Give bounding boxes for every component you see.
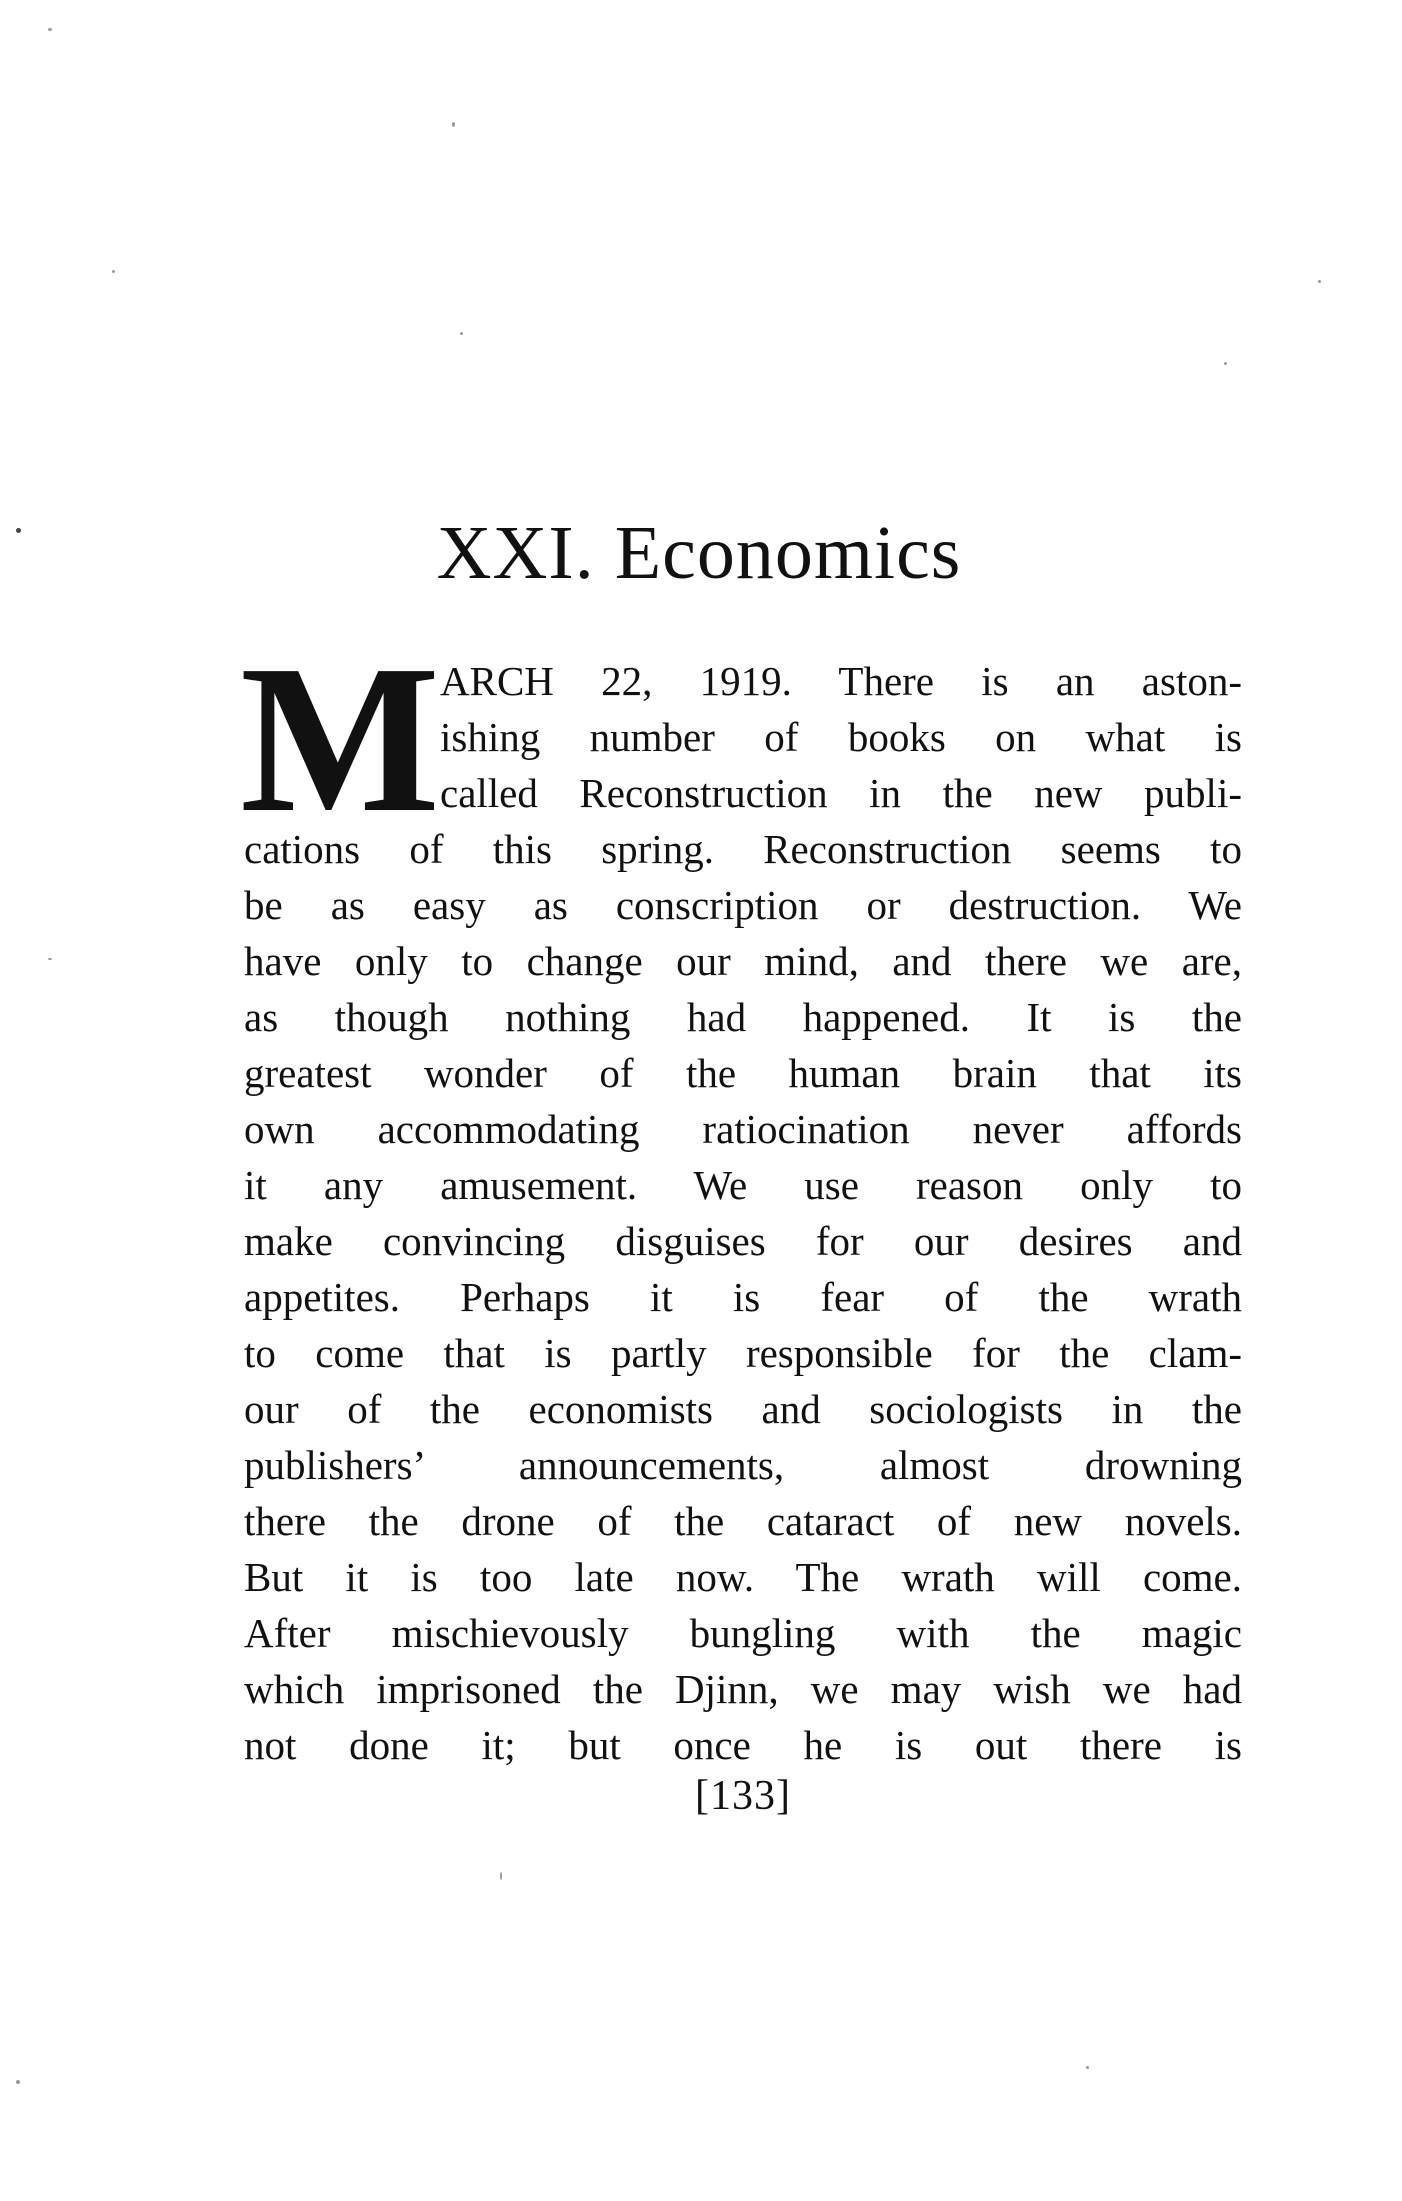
- chapter-title: XXI. Economics: [436, 511, 962, 595]
- scan-speck: [48, 958, 52, 960]
- body-text-line: as though nothing had happened. It is the: [244, 994, 1242, 1040]
- scan-speck: [1224, 362, 1227, 365]
- body-text-line: appetites. Perhaps it is fear of the wrath: [244, 1274, 1242, 1320]
- drop-cap: M: [240, 621, 437, 856]
- body-text-line: there the drone of the cataract of new novels.: [244, 1498, 1242, 1544]
- scan-speck: [112, 270, 115, 273]
- body-text-line: own accommodating ratiocination never affords: [244, 1106, 1242, 1152]
- body-text-line: But it is too late now. The wrath will come.: [244, 1554, 1242, 1600]
- body-text-line: cations of this spring. Reconstruction seems to: [244, 826, 1242, 872]
- body-text-line: not done it; but once he is out there is: [244, 1722, 1242, 1768]
- scan-speck: [48, 28, 52, 31]
- body-text-line: called Reconstruction in the new publi-: [440, 770, 1242, 816]
- scan-speck: [16, 2080, 20, 2084]
- body-text-line: publishers’ announcements, almost drowning: [244, 1442, 1242, 1488]
- body-text-line: our of the economists and sociologists in the: [244, 1386, 1242, 1432]
- page-number: [133]: [695, 1773, 791, 1819]
- body-text-line: to come that is partly responsible for the clam-: [244, 1330, 1242, 1376]
- scan-speck: [1318, 280, 1321, 283]
- scan-speck: [500, 1872, 502, 1880]
- scan-speck: [460, 332, 463, 335]
- body-text-line: ishing number of books on what is: [440, 714, 1242, 760]
- body-text-line: which imprisoned the Djinn, we may wish we had: [244, 1666, 1242, 1712]
- scan-speck: [452, 122, 455, 127]
- scan-speck: [16, 528, 21, 533]
- scan-speck: [1086, 2066, 1089, 2069]
- body-text-line: it any amusement. We use reason only to: [244, 1162, 1242, 1208]
- body-text-line: make convincing disguises for our desires and: [244, 1218, 1242, 1264]
- body-text-line: After mischievously bungling with the magic: [244, 1610, 1242, 1656]
- body-text-line: be as easy as conscription or destruction. We: [244, 882, 1242, 928]
- body-text-line: ARCH 22, 1919. There is an aston-: [440, 658, 1242, 704]
- body-text-line: greatest wonder of the human brain that its: [244, 1050, 1242, 1096]
- body-text-line: have only to change our mind, and there we are,: [244, 938, 1242, 984]
